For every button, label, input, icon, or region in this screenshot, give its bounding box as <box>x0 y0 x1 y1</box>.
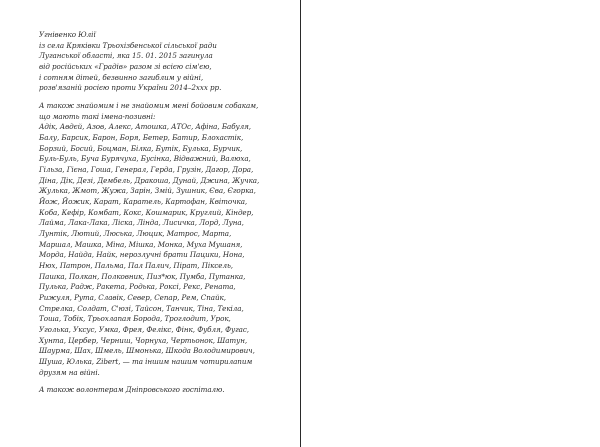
text-line: Морда, Найда, Найк, нерозлучні брати Пацики, Нона, <box>39 250 245 260</box>
dedication-paragraph-3 <box>39 385 291 396</box>
text-line: від російських «Градів» разом зі всією сім'єю, <box>39 61 212 71</box>
text-line: Балу, Барсик, Барон, Боря, Бетер, Батир, Блохастік, <box>39 133 244 143</box>
text-line: Лайма, Лака-Лака, Ліска, Лінда, Лисичка, Лорд, Луна, <box>39 218 244 228</box>
text-line: Адік, Авдєй, Азов, Алекс, Атошка, АТОс, Афіна, Бабуля, <box>39 122 252 132</box>
text-line: Угнівенко Юлії <box>39 30 96 39</box>
text-line: Нюх, Патрон, Пальма, Пал Палич, Пірат, Піксель, <box>39 260 234 270</box>
text-line: Діна, Дік, Дезі, Дембель, Дракоша, Дунай, Джина, Жучка, <box>39 175 260 185</box>
text-line: Лунтік, Лютий, Люська, Люцик, Матрос, Марта, <box>39 229 232 238</box>
text-line: розв'язаній росією проти України 2014–2ххх рр. <box>39 83 222 93</box>
text-line: Борзий, Босий, Боцман, Білка, Бутік, Булька, Бурчик, <box>39 143 243 153</box>
text-line: що мають такі імена-позивні: <box>39 111 156 121</box>
text-line: Коба, Кефір, Комбат, Кокс, Кошмарик, Круглий, Кіндер, <box>39 207 254 217</box>
dedication-paragraph-2 <box>39 101 291 378</box>
text-line: Стрелка, Солдат, С'юзі, Тайсон, Танчик, Тіна, Текіла, <box>39 303 244 313</box>
text-line: Тоша, Тобік, Трьохлапая Борода, Троглодит, Урок, <box>39 314 231 324</box>
text-line: Луганської області, яка 15. 01. 2015 загинула <box>39 51 213 61</box>
text-line: Пулька, Радж, Ракета, Родька, Роксі, Рекс, Рената, <box>39 282 236 292</box>
text-line: Буль-Буль, Буча Бурячуха, Бусінка, Відважний, Валюха, <box>39 154 251 164</box>
text-line: Гільза, Гієна, Гоша, Генерал, Герда, Грузін, Дагор, Дора, <box>39 165 254 175</box>
text-line: Уголька, Уксус, Умка, Фрея, Фелікс, Фінк, Фубля, Фугас, <box>39 324 250 334</box>
text-line: А також волонтерам Дніпровського госпіталю. <box>39 385 225 395</box>
dedication-paragraph-1 <box>39 30 291 94</box>
text-line: Шуша, Юлька, Zibert, — та іншим нашим чотирилапим <box>39 356 253 366</box>
text-line: і сотням дітей, безвинно загиблим у війні, <box>39 72 204 82</box>
text-line: із села Кряківки Трьохізбенської сільської ради <box>39 40 217 50</box>
text-line: Маршал, Машка, Міна, Мішка, Монка, Муха Мушаня, <box>39 239 243 249</box>
text-line: друзям на війні. <box>39 367 100 377</box>
text-line: Шаурма, Шах, Шмель, Шмонька, Шкода Володимирович, <box>39 346 255 356</box>
dedication-text <box>39 30 291 403</box>
right-page-blank <box>301 0 600 447</box>
text-line: Рижуля, Рута, Славік, Север, Сепар, Рем, Спайк, <box>39 292 226 302</box>
text-line: Жулька, Жмот, Жужа, Зарін, Змій, Зушник, Єва, Єгорка, <box>39 186 256 196</box>
text-line: А також знайомим і не знайомим мені бойовим собакам, <box>39 101 259 111</box>
text-line: Хунта, Цербер, Черниш, Чорнуха, Чертьонок, Шатун, <box>39 335 248 345</box>
text-line: Йож, Йожик, Карат, Каратель, Картофан, Квіточка, <box>39 197 248 207</box>
text-line: Пашка, Полкан, Полковник, Пиз*юк, Пумба, Путанка, <box>39 271 246 281</box>
